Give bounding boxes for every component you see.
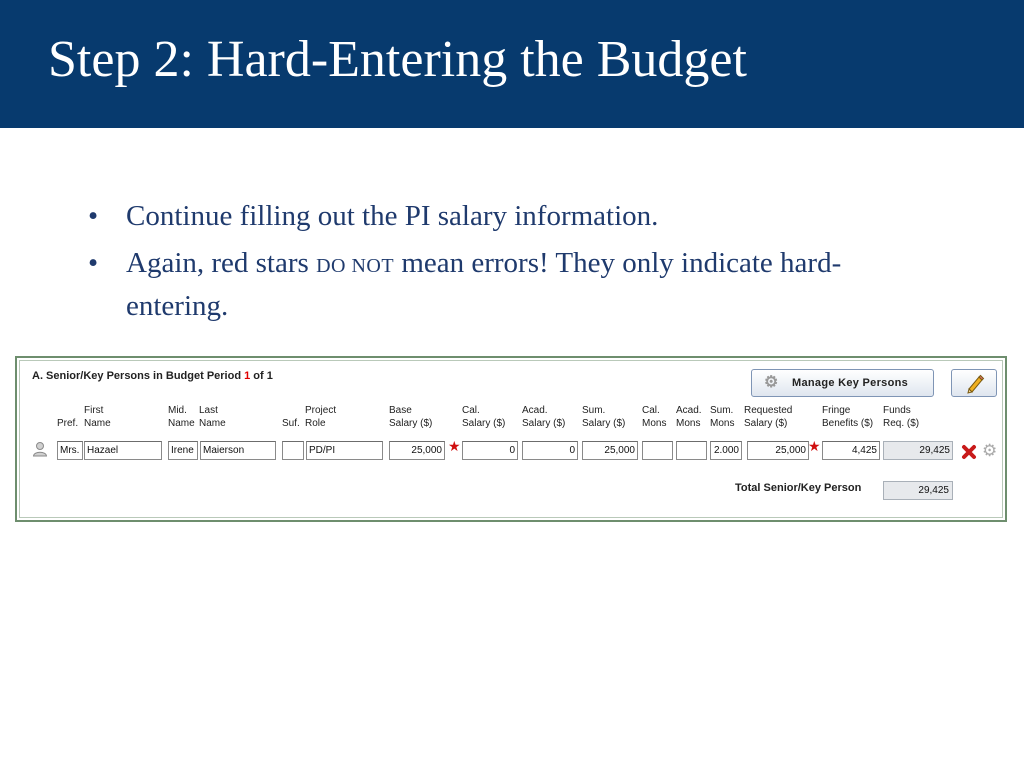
panel-title-prefix: A. Senior/Key Persons in Budget Period xyxy=(32,370,245,382)
bullet-dot: • xyxy=(88,247,99,279)
fringe-benefits-field[interactable]: 4,425 xyxy=(822,441,880,460)
title-bar xyxy=(0,0,1024,128)
gear-icon: ⚙ xyxy=(764,374,779,391)
bullet-list xyxy=(88,196,888,333)
edit-button[interactable] xyxy=(951,369,997,397)
cal-mons-field[interactable] xyxy=(642,441,673,460)
header-suf: Suf. xyxy=(282,418,300,429)
suf-field[interactable] xyxy=(282,441,304,460)
acad-mons-field[interactable] xyxy=(676,441,707,460)
sum-mons-field[interactable]: 2.000 xyxy=(710,441,742,460)
header-cal-salary: Cal. Salary ($) xyxy=(462,405,506,429)
panel-title xyxy=(32,370,273,382)
header-fringe-benefits: Fringe Benefits ($) xyxy=(822,405,874,429)
last-name-field[interactable]: Maierson xyxy=(200,441,276,460)
star-icon: ★ xyxy=(808,438,821,454)
panel-inner xyxy=(19,360,1003,518)
header-sum-mons: Sum. Mons xyxy=(710,405,735,429)
senior-key-persons-panel xyxy=(15,356,1007,522)
requested-salary-field[interactable]: 25,000 xyxy=(747,441,809,460)
acad-salary-field[interactable]: 0 xyxy=(522,441,578,460)
sum-salary-field[interactable]: 25,000 xyxy=(582,441,638,460)
project-role-field[interactable]: PD/PI xyxy=(306,441,383,460)
bullet-dot: • xyxy=(88,200,99,232)
header-base-salary: Base Salary ($) xyxy=(389,405,433,429)
bullet-item xyxy=(88,243,888,326)
manage-key-persons-label: Manage Key Persons xyxy=(792,377,909,389)
header-cal-mons: Cal. Mons xyxy=(642,405,667,429)
panel-title-suffix: of 1 xyxy=(250,370,273,382)
header-first-name: First Name xyxy=(84,405,111,429)
bullet-text-start: Again, red stars xyxy=(126,247,317,279)
header-acad-salary: Acad. Salary ($) xyxy=(522,405,566,429)
star-icon: ★ xyxy=(448,438,461,454)
total-senior-key-person-label: Total Senior/Key Person xyxy=(735,482,862,494)
budget-period-number: 1 xyxy=(244,370,251,382)
bullet-item xyxy=(88,196,888,236)
pencil-icon xyxy=(965,374,985,394)
base-salary-field[interactable]: 25,000 xyxy=(389,441,445,460)
delete-x-icon[interactable] xyxy=(961,444,977,460)
header-sum-salary: Sum. Salary ($) xyxy=(582,405,626,429)
slide-title: Step 2: Hard-Entering the Budget xyxy=(48,31,747,88)
pref-field[interactable]: Mrs. xyxy=(57,441,83,460)
header-acad-mons: Acad. Mons xyxy=(676,405,702,429)
cal-salary-field[interactable]: 0 xyxy=(462,441,518,460)
funds-requested-field: 29,425 xyxy=(883,441,953,460)
header-funds-req: Funds Req. ($) xyxy=(883,405,920,429)
bullet-emphasis: DO NOT xyxy=(316,255,395,277)
manage-key-persons-button[interactable] xyxy=(751,369,934,397)
bullet-text-end: mean errors! They only indicate hard-entering. xyxy=(126,247,842,322)
gear-icon[interactable]: ⚙ xyxy=(982,441,998,460)
bullet-text: Continue filling out the PI salary information. xyxy=(126,200,659,232)
header-pref: Pref. xyxy=(57,418,79,429)
mid-name-field[interactable]: Irene xyxy=(168,441,198,460)
header-project-role: Project Role xyxy=(305,405,337,429)
header-last-name: Last Name xyxy=(199,405,226,429)
person-icon xyxy=(32,441,48,457)
first-name-field[interactable]: Hazael xyxy=(84,441,162,460)
total-senior-key-person-value: 29,425 xyxy=(883,481,953,500)
header-mid-name: Mid. Name xyxy=(168,405,195,429)
header-requested-salary: Requested Salary ($) xyxy=(744,405,793,429)
